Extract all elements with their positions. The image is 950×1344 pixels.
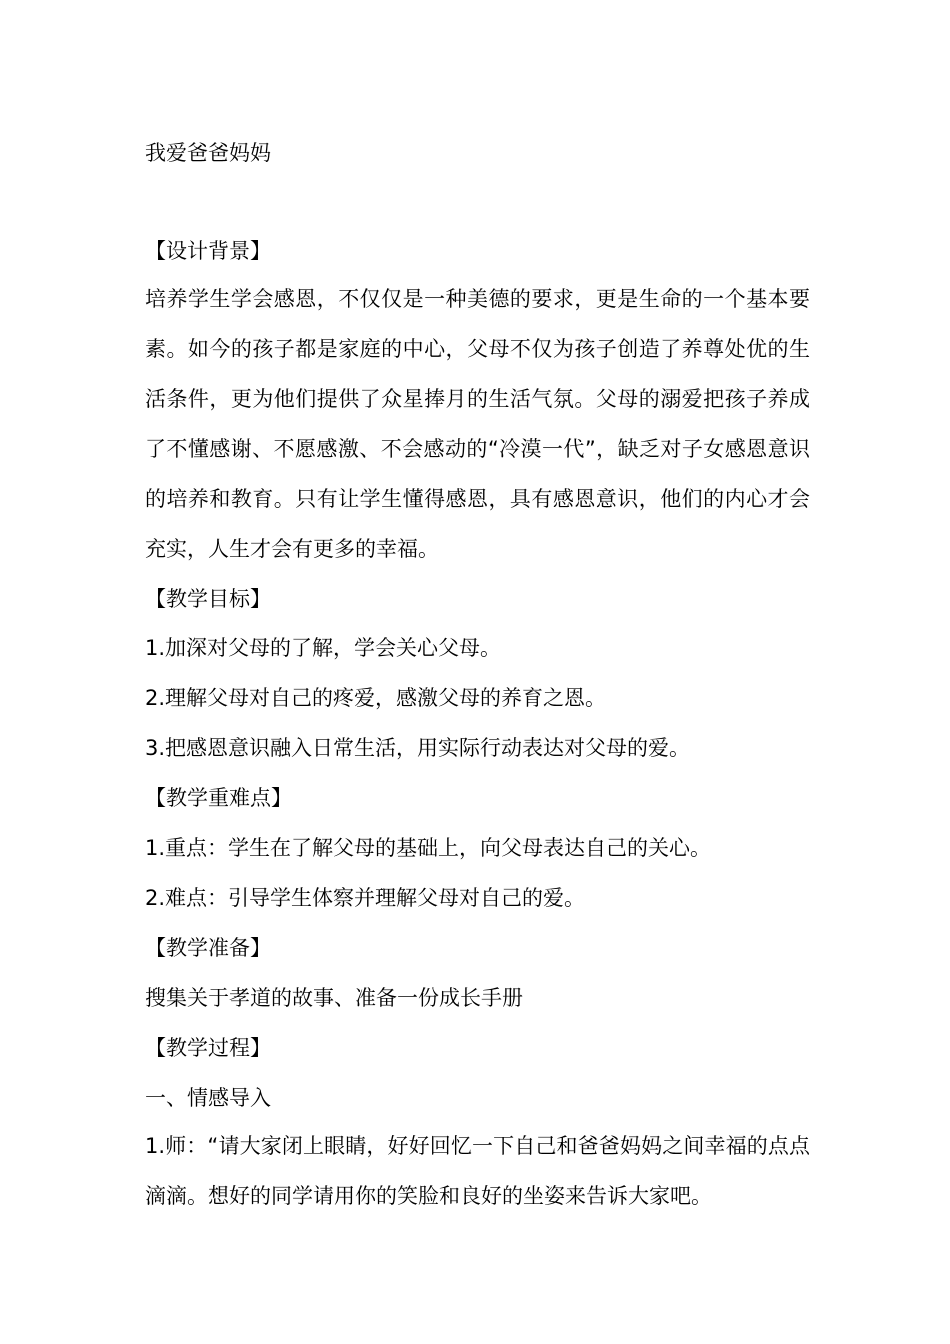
background-paragraph: 培养学生学会感恩，不仅仅是一种美德的要求，更是生命的一个基本要素。如今的孩子都是家庭的中心，父母不仅为孩子创造了养尊处优的生活条件，更为他们提供了众星捧月的生活气氛。父母的溺爱把孩子养成了不懂感谢、不愿感激、不会感动的“冷漠一代”，缺乏对子女感恩意识的培养和教育。只有让学生懂得感恩，具有感恩意识，他们的内心才会充实，人生才会有更多的幸福。	[145, 287, 810, 561]
document-title: 我爱爸爸妈妈	[145, 141, 271, 165]
process-paragraph: 1.师：“请大家闭上眼睛，好好回忆一下自己和爸爸妈妈之间幸福的点点滴滴。想好的同学请用你的笑脸和良好的坐姿来告诉大家吧。	[145, 1134, 810, 1208]
objective-item: 3.把感恩意识融入日常生活，用实际行动表达对父母的爱。	[145, 736, 691, 760]
key-point-item: 2.难点：引导学生体察并理解父母对自己的爱。	[145, 886, 586, 910]
background-heading: 【设计背景】	[145, 239, 271, 263]
preparation-heading: 【教学准备】	[145, 936, 271, 960]
objective-item: 2.理解父母对自己的疼爱，感激父母的养育之恩。	[145, 686, 607, 710]
objective-item: 1.加深对父母的了解，学会关心父母。	[145, 636, 502, 660]
key-point-item: 1.重点：学生在了解父母的基础上，向父母表达自己的关心。	[145, 836, 712, 860]
preparation-text: 搜集关于孝道的故事、准备一份成长手册	[145, 986, 523, 1010]
process-subheading: 一、情感导入	[145, 1086, 271, 1110]
process-heading: 【教学过程】	[145, 1036, 271, 1060]
key-points-heading: 【教学重难点】	[145, 786, 292, 810]
objectives-heading: 【教学目标】	[145, 587, 271, 611]
